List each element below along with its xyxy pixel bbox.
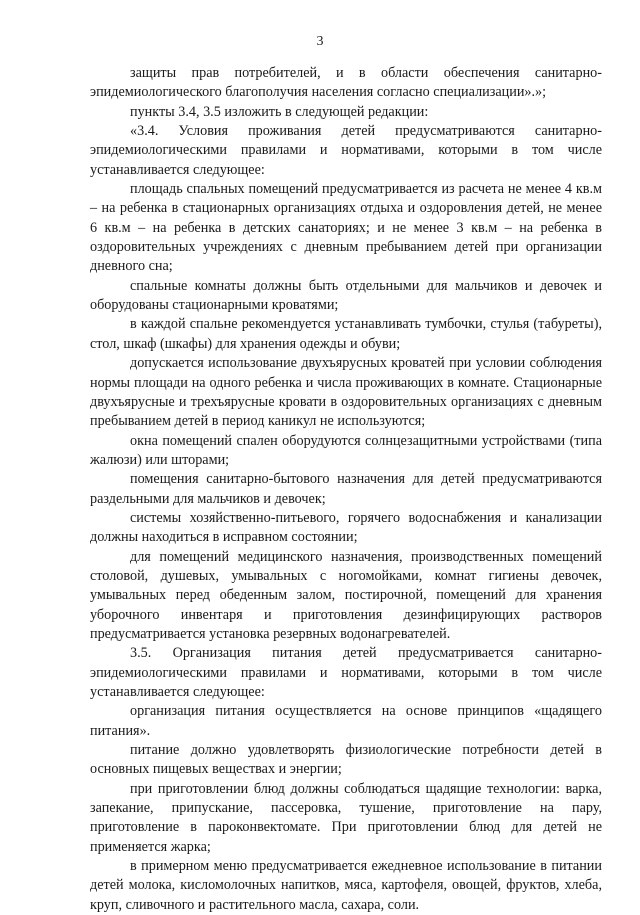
paragraph-11: для помещений медицинского назначения, производственных помещений столовой, душевых, умывальных с ногомойками, комнат гигиены девочек, умывальных перед обеденным залом, постирочной, помещений для хранения уборочного инвентаря и приготовления дезинфицирующих растворов предусматривается установка резервных водонагревателей.	[90, 548, 602, 642]
paragraph-14: питание должно удовлетворять физиологические потребности детей в основных пищевых веществах и энергии;	[90, 742, 602, 778]
paragraph-4: площадь спальных помещений предусматривается из расчета не менее 4 кв.м – на ребенка в стационарных организациях отдыха и оздоровления детей, не менее 6 кв.м – на ребенка в детских санаториях; и не менее 3 кв.м – на ребенка в оздоровительных учреждениях с дневным пребыванием детей при организации дневного сна;	[90, 181, 602, 275]
paragraph-13: организация питания осуществляется на основе принципов «щадящего питания».	[90, 703, 602, 739]
paragraph-9: помещения санитарно-бытового назначения для детей предусматриваются раздельными для мальчиков и девочек;	[90, 471, 602, 507]
page-number: 3	[316, 34, 324, 49]
paragraph-8: окна помещений спален оборудуются солнцезащитными устройствами (типа жалюзи) или шторами;	[90, 432, 602, 468]
paragraph-7: допускается использование двухъярусных кроватей при условии соблюдения нормы площади на одного ребенка и числа проживающих в комнате. Стационарные двухъярусные и трехъярусные кровати в оздоровительных организациях с дневным пребыванием детей в период каникул не используются;	[90, 355, 602, 430]
paragraph-5: спальные комнаты должны быть отдельными для мальчиков и девочек и оборудованы стационарными кроватями;	[90, 277, 602, 314]
document-body	[90, 64, 602, 915]
paragraph-1: защиты прав потребителей, и в области обеспечения санитарно-эпидемиологического благополучия населения согласно специализации».»;	[90, 65, 602, 101]
paragraph-15: при приготовлении блюд должны соблюдаться щадящие технологии: варка, запекание, припускание, пассеровка, тушение, приготовление на пару, приготовление в пароконвектомате. При приготовлении блюд для детей не применяется жарка;	[90, 780, 602, 855]
paragraph-3: «3.4. Условия проживания детей предусматриваются санитарно-эпидемиологическими правилами и нормативами, которыми в том числе устанавливается следующее:	[90, 123, 602, 178]
paragraph-6: в каждой спальне рекомендуется устанавливать тумбочки, стулья (табуреты), стол, шкаф (шкафы) для хранения одежды и обуви;	[90, 316, 602, 352]
paragraph-2: пункты 3.4, 3.5 изложить в следующей редакции:	[130, 103, 429, 120]
paragraph-12: 3.5. Организация питания детей предусматривается санитарно-эпидемиологическими правилами и нормативами, которыми в том числе устанавливается следующее:	[90, 645, 602, 700]
paragraph-16: в примерном меню предусматривается ежедневное использование в питании детей молока, кисломолочных напитков, мяса, картофеля, овощей, фруктов, хлеба, круп, сливочного и растительного масла, сахара, соли.	[90, 858, 602, 913]
paragraph-10: системы хозяйственно-питьевого, горячего водоснабжения и канализации должны находиться в исправном состоянии;	[90, 509, 602, 546]
